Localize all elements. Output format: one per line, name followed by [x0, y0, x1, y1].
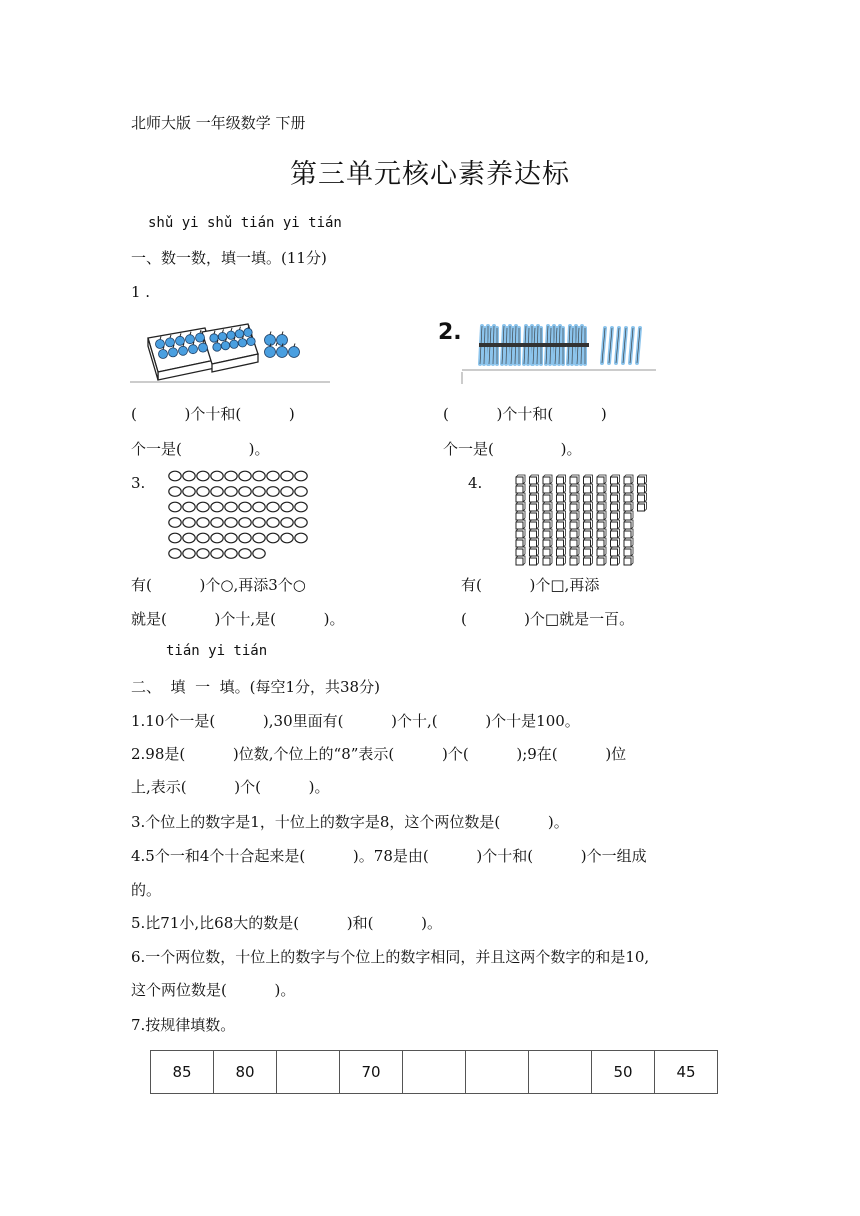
square-shape — [557, 475, 566, 484]
square-shape — [530, 547, 539, 556]
square-shape — [543, 493, 552, 502]
square-shape — [530, 493, 539, 502]
circle-shape — [169, 518, 181, 528]
square-shape — [624, 511, 633, 520]
sequence-table — [150, 1050, 718, 1094]
circle-shape — [253, 502, 265, 512]
square-shape — [584, 484, 593, 493]
q1-label: 1 . — [131, 283, 151, 301]
section1-pinyin: shǔ yi shǔ tián yi tián — [148, 215, 342, 231]
sequence-cell: 45 — [655, 1051, 718, 1094]
square-shape — [516, 538, 525, 547]
square-shape — [584, 547, 593, 556]
circle-shape — [281, 487, 293, 497]
square-shape — [516, 520, 525, 529]
square-shape — [543, 520, 552, 529]
square-shape — [516, 475, 525, 484]
square-shape — [624, 556, 633, 565]
square-shape — [597, 493, 606, 502]
document-header: 北师大版 一年级数学 下册 — [131, 114, 306, 132]
sequence-cell-blank[interactable] — [277, 1051, 340, 1094]
square-shape — [516, 547, 525, 556]
square-shape — [597, 529, 606, 538]
square-shape — [530, 520, 539, 529]
apple-icon — [277, 344, 288, 358]
square-shape — [624, 484, 633, 493]
square-shape — [530, 538, 539, 547]
q2-label: 2. — [438, 320, 462, 345]
square-shape — [557, 529, 566, 538]
square-shape — [624, 538, 633, 547]
circle-shape — [211, 471, 223, 481]
single-stick-icon — [602, 328, 605, 363]
square-shape — [543, 556, 552, 565]
circle-shape — [267, 487, 279, 497]
q3-answer-line1: 有( )个○,再添3个○ — [131, 576, 306, 594]
square-shape — [530, 475, 539, 484]
circle-shape — [267, 471, 279, 481]
circle-shape — [211, 487, 223, 497]
circle-shape — [197, 533, 209, 543]
square-shape — [570, 502, 579, 511]
square-shape — [570, 547, 579, 556]
square-shape — [570, 493, 579, 502]
circle-shape — [281, 502, 293, 512]
square-shape — [530, 484, 539, 493]
square-shape — [638, 493, 647, 502]
s2-line-6: 的。 — [131, 881, 162, 899]
square-shape — [516, 484, 525, 493]
circle-shape — [183, 533, 195, 543]
square-shape — [584, 502, 593, 511]
square-shape — [543, 529, 552, 538]
square-shape — [638, 484, 647, 493]
square-shape — [516, 529, 525, 538]
square-shape — [557, 547, 566, 556]
square-shape — [570, 511, 579, 520]
square-shape — [584, 493, 593, 502]
q1-answer-line1: ( )个十和( ) — [131, 405, 295, 423]
circle-shape — [267, 533, 279, 543]
circle-shape — [211, 549, 223, 559]
circle-shape — [169, 487, 181, 497]
square-shape — [516, 502, 525, 511]
sequence-cell: 80 — [214, 1051, 277, 1094]
apple-icon — [276, 343, 277, 346]
circle-shape — [295, 533, 307, 543]
q1-apples-illustration — [130, 318, 335, 386]
square-shape — [611, 493, 620, 502]
stick-bundle-icon — [523, 326, 545, 364]
square-shape — [597, 511, 606, 520]
q3-circles-illustration — [168, 468, 313, 564]
square-shape — [611, 475, 620, 484]
single-stick-icon — [609, 328, 612, 363]
circle-shape — [281, 471, 293, 481]
square-shape — [557, 502, 566, 511]
square-shape — [624, 520, 633, 529]
square-shape — [584, 511, 593, 520]
square-shape — [624, 475, 633, 484]
square-shape — [570, 556, 579, 565]
circle-shape — [239, 487, 251, 497]
circle-shape — [169, 549, 181, 559]
square-shape — [530, 502, 539, 511]
stick-bundle-icon — [567, 326, 589, 364]
square-shape — [543, 511, 552, 520]
circle-shape — [169, 533, 181, 543]
square-shape — [570, 484, 579, 493]
circle-shape — [239, 533, 251, 543]
apple-icon — [265, 332, 276, 346]
circle-shape — [295, 487, 307, 497]
q2-answer-line1: ( )个十和( ) — [443, 405, 607, 423]
square-shape — [530, 556, 539, 565]
square-shape — [543, 538, 552, 547]
circle-shape — [267, 518, 279, 528]
circle-shape — [281, 518, 293, 528]
sequence-cell-blank[interactable] — [529, 1051, 592, 1094]
circle-shape — [225, 502, 237, 512]
square-shape — [557, 493, 566, 502]
circle-shape — [211, 533, 223, 543]
circle-shape — [253, 549, 265, 559]
apple-icon — [277, 332, 288, 346]
circle-shape — [197, 471, 209, 481]
square-shape — [611, 511, 620, 520]
square-shape — [570, 520, 579, 529]
circle-shape — [295, 502, 307, 512]
circle-shape — [281, 533, 293, 543]
q1-answer-line2: 个一是( )。 — [131, 440, 270, 458]
s2-line-8: 6.一个两位数，十位上的数字与个位上的数字相同，并且这两个数字的和是10, — [131, 948, 650, 966]
square-shape — [557, 520, 566, 529]
square-shape — [584, 520, 593, 529]
square-shape — [611, 547, 620, 556]
circle-shape — [169, 471, 181, 481]
square-shape — [530, 529, 539, 538]
sequence-cell: 50 — [592, 1051, 655, 1094]
circle-shape — [183, 518, 195, 528]
sequence-cell-blank[interactable] — [466, 1051, 529, 1094]
square-shape — [611, 502, 620, 511]
s2-line-1: 1.10个一是( ),30里面有( )个十,( )个十是100。 — [131, 712, 580, 730]
s2-line-4: 3.个位上的数字是1，十位上的数字是8，这个两位数是( )。 — [131, 813, 569, 831]
square-shape — [624, 493, 633, 502]
apple-icon — [289, 344, 300, 358]
square-shape — [597, 475, 606, 484]
q2-sticks-illustration — [460, 318, 660, 386]
square-shape — [543, 484, 552, 493]
s2-line-10: 7.按规律填数。 — [131, 1016, 236, 1034]
circle-shape — [197, 502, 209, 512]
circle-shape — [295, 518, 307, 528]
square-shape — [570, 529, 579, 538]
sequence-cell: 70 — [340, 1051, 403, 1094]
sequence-cell: 85 — [151, 1051, 214, 1094]
square-shape — [557, 511, 566, 520]
single-stick-icon — [630, 328, 633, 363]
square-shape — [624, 547, 633, 556]
square-shape — [597, 484, 606, 493]
square-shape — [624, 529, 633, 538]
square-shape — [543, 475, 552, 484]
s2-line-3: 上,表示( )个( )。 — [131, 778, 330, 796]
square-shape — [584, 529, 593, 538]
square-shape — [516, 556, 525, 565]
page-title: 第三单元核心素养达标 — [290, 159, 570, 190]
circle-shape — [211, 518, 223, 528]
circle-shape — [225, 533, 237, 543]
square-shape — [611, 520, 620, 529]
square-shape — [570, 475, 579, 484]
single-stick-icon — [637, 328, 640, 363]
square-shape — [516, 511, 525, 520]
square-shape — [597, 502, 606, 511]
square-shape — [543, 502, 552, 511]
square-shape — [597, 538, 606, 547]
circle-shape — [239, 502, 251, 512]
square-shape — [557, 556, 566, 565]
circle-shape — [225, 471, 237, 481]
square-shape — [597, 556, 606, 565]
stick-bundle-icon — [479, 326, 501, 364]
circle-shape — [253, 487, 265, 497]
square-shape — [584, 475, 593, 484]
q2-answer-line2: 个一是( )。 — [443, 440, 582, 458]
circle-shape — [239, 518, 251, 528]
circle-shape — [197, 518, 209, 528]
circle-shape — [183, 471, 195, 481]
circle-shape — [267, 502, 279, 512]
square-shape — [516, 493, 525, 502]
circle-shape — [183, 487, 195, 497]
circle-shape — [197, 549, 209, 559]
square-shape — [584, 556, 593, 565]
circle-shape — [183, 549, 195, 559]
q4-answer-line2: ( )个□就是一百。 — [461, 610, 635, 628]
circle-shape — [183, 502, 195, 512]
square-shape — [611, 484, 620, 493]
s2-line-7: 5.比71小,比68大的数是( )和( )。 — [131, 914, 443, 932]
q4-answer-line1: 有( )个□,再添 — [461, 576, 600, 594]
circle-shape — [253, 533, 265, 543]
section2-heading: 二、 填 一 填。(每空1分，共38分) — [131, 678, 380, 696]
circle-shape — [295, 471, 307, 481]
circle-shape — [253, 471, 265, 481]
square-shape — [530, 511, 539, 520]
single-stick-icon — [623, 328, 626, 363]
circle-shape — [225, 487, 237, 497]
square-shape — [611, 529, 620, 538]
single-stick-icon — [616, 328, 619, 363]
s2-line-2: 2.98是( )位数,个位上的“8”表示( )个( );9在( )位 — [131, 745, 627, 763]
s2-line-9: 这个两位数是( )。 — [131, 981, 296, 999]
s2-line-5: 4.5个一和4个十合起来是( )。78是由( )个十和( )个一组成 — [131, 847, 647, 865]
square-shape — [557, 484, 566, 493]
stick-bundle-icon — [501, 326, 523, 364]
square-shape — [584, 538, 593, 547]
q3-label: 3. — [131, 474, 146, 492]
circle-shape — [253, 518, 265, 528]
square-shape — [638, 502, 647, 511]
q4-label: 4. — [468, 474, 483, 492]
q4-squares-illustration — [514, 475, 649, 567]
section1-heading: 一、数一数，填一填。(11分) — [131, 249, 327, 267]
square-shape — [624, 502, 633, 511]
square-shape — [597, 547, 606, 556]
square-shape — [557, 538, 566, 547]
square-shape — [543, 547, 552, 556]
stick-bundle-icon — [545, 326, 567, 364]
circle-shape — [239, 549, 251, 559]
circle-shape — [239, 471, 251, 481]
square-shape — [611, 538, 620, 547]
section2-pinyin: tián yi tián — [166, 643, 268, 659]
apple-icon — [265, 344, 276, 358]
square-shape — [597, 520, 606, 529]
circle-shape — [225, 518, 237, 528]
square-shape — [638, 475, 647, 484]
circle-shape — [169, 502, 181, 512]
circle-shape — [197, 487, 209, 497]
square-shape — [611, 556, 620, 565]
q3-answer-line2: 就是( )个十,是( )。 — [131, 610, 345, 628]
circle-shape — [211, 502, 223, 512]
sequence-cell-blank[interactable] — [403, 1051, 466, 1094]
square-shape — [570, 538, 579, 547]
circle-shape — [225, 549, 237, 559]
